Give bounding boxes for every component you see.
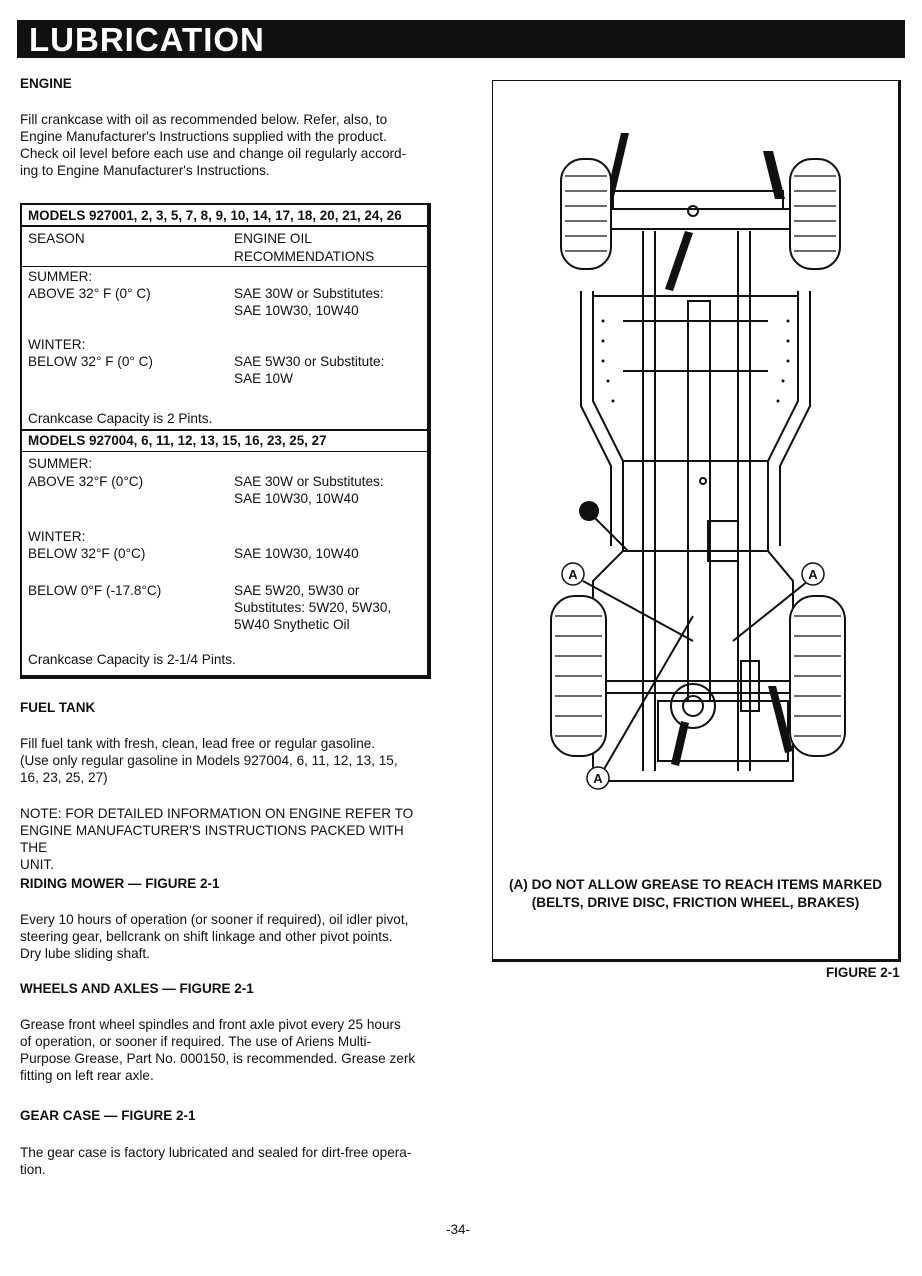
riding-mower-section <box>20 876 430 891</box>
season-cell: BELOW 32°F (0°C) <box>28 546 146 561</box>
section-title: LUBRICATION <box>29 21 265 58</box>
engine-heading: ENGINE <box>20 76 72 91</box>
engine-section <box>20 76 430 91</box>
wheels-axles-section <box>20 981 430 996</box>
season-cell: WINTER: <box>28 529 86 544</box>
riding-mower-heading: RIDING MOWER — FIGURE 2-1 <box>20 876 220 891</box>
wheels-line: fitting on left rear axle. <box>20 1068 154 1083</box>
marker-a-label-left: A <box>568 567 578 582</box>
wheels-line: Purpose Grease, Part No. 000150, is recommended. Grease zerk <box>20 1051 416 1066</box>
table-divider <box>22 429 427 431</box>
table-divider <box>22 266 427 267</box>
fuel-line: Fill fuel tank with fresh, clean, lead free or regular gasoline. <box>20 736 376 751</box>
note-line: UNIT. <box>20 857 54 872</box>
engine-line: Fill crankcase with oil as recommended below. Refer, also, to <box>20 112 388 127</box>
chassis-diagram <box>493 81 898 871</box>
note-line: NOTE: FOR DETAILED INFORMATION ON ENGINE REFER TO <box>20 806 414 821</box>
figure-caption <box>493 876 898 912</box>
oil-cell: SAE 10W30, 10W40 <box>234 491 359 506</box>
col-season: SEASON <box>28 231 85 246</box>
marker-a-left <box>562 563 584 585</box>
season-cell: ABOVE 32°F (0°C) <box>28 474 144 489</box>
engine-line: Engine Manufacturer's Instructions supplied with the product. <box>20 129 387 144</box>
oil-cell: SAE 10W30, 10W40 <box>234 546 359 561</box>
engine-line: Check oil level before each use and change oil regularly accord- <box>20 146 407 161</box>
riding-mower-paragraph <box>20 911 430 962</box>
oil-cell: SAE 10W30, 10W40 <box>234 303 359 318</box>
group1-header: MODELS 927001, 2, 3, 5, 7, 8, 9, 10, 14, 17, 18, 20, 21, 24, 26 <box>28 208 402 223</box>
oil-cell: SAE 5W20, 5W30 or <box>234 583 360 598</box>
col-oil-2: RECOMMENDATIONS <box>234 249 375 264</box>
oil-cell: 5W40 Snythetic Oil <box>234 617 350 632</box>
gear-line: tion. <box>20 1162 46 1177</box>
capacity-note: Crankcase Capacity is 2 Pints. <box>28 411 213 426</box>
season-cell: SUMMER: <box>28 456 93 471</box>
note-paragraph <box>20 805 430 873</box>
engine-paragraph <box>20 111 430 179</box>
fuel-tank-paragraph <box>20 735 430 786</box>
table-divider <box>22 225 427 227</box>
page-number: -34- <box>446 1222 471 1237</box>
gear-line: The gear case is factory lubricated and sealed for dirt-free opera- <box>20 1145 412 1160</box>
table-divider <box>22 451 427 452</box>
riding-line: steering gear, bellcrank on shift linkage and other pivot points. <box>20 929 393 944</box>
wheels-axles-paragraph <box>20 1016 430 1084</box>
section-header-bar <box>17 20 905 58</box>
gear-case-section <box>20 1108 430 1123</box>
oil-recommendation-table <box>20 203 431 679</box>
wheels-line: of operation, or sooner if required. The use of Ariens Multi- <box>20 1034 372 1049</box>
note-line: ENGINE MANUFACTURER'S INSTRUCTIONS PACKED WITH THE <box>20 823 404 855</box>
figure-caption-line: (BELTS, DRIVE DISC, FRICTION WHEEL, BRAKES) <box>531 895 860 910</box>
wheels-line: Grease front wheel spindles and front axle pivot every 25 hours <box>20 1017 401 1032</box>
gear-case-heading: GEAR CASE — FIGURE 2-1 <box>20 1108 196 1123</box>
fuel-line: 16, 23, 25, 27) <box>20 770 108 785</box>
fuel-tank-heading: FUEL TANK <box>20 700 96 715</box>
oil-cell: SAE 30W or Substitutes: <box>234 474 384 489</box>
oil-cell: SAE 30W or Substitutes: <box>234 286 384 301</box>
fuel-tank-section <box>20 700 430 715</box>
season-cell: BELOW 32° F (0° C) <box>28 354 153 369</box>
figure-label: FIGURE 2-1 <box>826 965 900 980</box>
figure-box <box>492 80 901 962</box>
oil-cell: SAE 5W30 or Substitute: <box>234 354 385 369</box>
riding-line: Dry lube sliding shaft. <box>20 946 150 961</box>
capacity-note: Crankcase Capacity is 2-1/4 Pints. <box>28 652 236 667</box>
riding-line: Every 10 hours of operation (or sooner if required), oil idler pivot, <box>20 912 409 927</box>
marker-a-label-bottom: A <box>593 771 603 786</box>
season-cell: SUMMER: <box>28 269 93 284</box>
col-oil-1: ENGINE OIL <box>234 231 312 246</box>
season-cell: BELOW 0°F (-17.8°C) <box>28 583 162 598</box>
fuel-line: (Use only regular gasoline in Models 927004, 6, 11, 12, 13, 15, <box>20 753 398 768</box>
marker-a-right <box>802 563 824 585</box>
oil-cell: SAE 10W <box>234 371 293 386</box>
oil-cell: Substitutes: 5W20, 5W30, <box>234 600 392 615</box>
group2-header: MODELS 927004, 6, 11, 12, 13, 15, 16, 23, 25, 27 <box>28 433 327 448</box>
gear-case-paragraph <box>20 1144 430 1178</box>
marker-a-label-right: A <box>808 567 818 582</box>
wheels-axles-heading: WHEELS AND AXLES — FIGURE 2-1 <box>20 981 254 996</box>
season-cell: ABOVE 32° F (0° C) <box>28 286 151 301</box>
figure-caption-line: (A) DO NOT ALLOW GREASE TO REACH ITEMS MARKED <box>508 877 883 892</box>
season-cell: WINTER: <box>28 337 86 352</box>
engine-line: ing to Engine Manufacturer's Instructions. <box>20 163 270 178</box>
marker-a-bottom <box>587 767 609 789</box>
